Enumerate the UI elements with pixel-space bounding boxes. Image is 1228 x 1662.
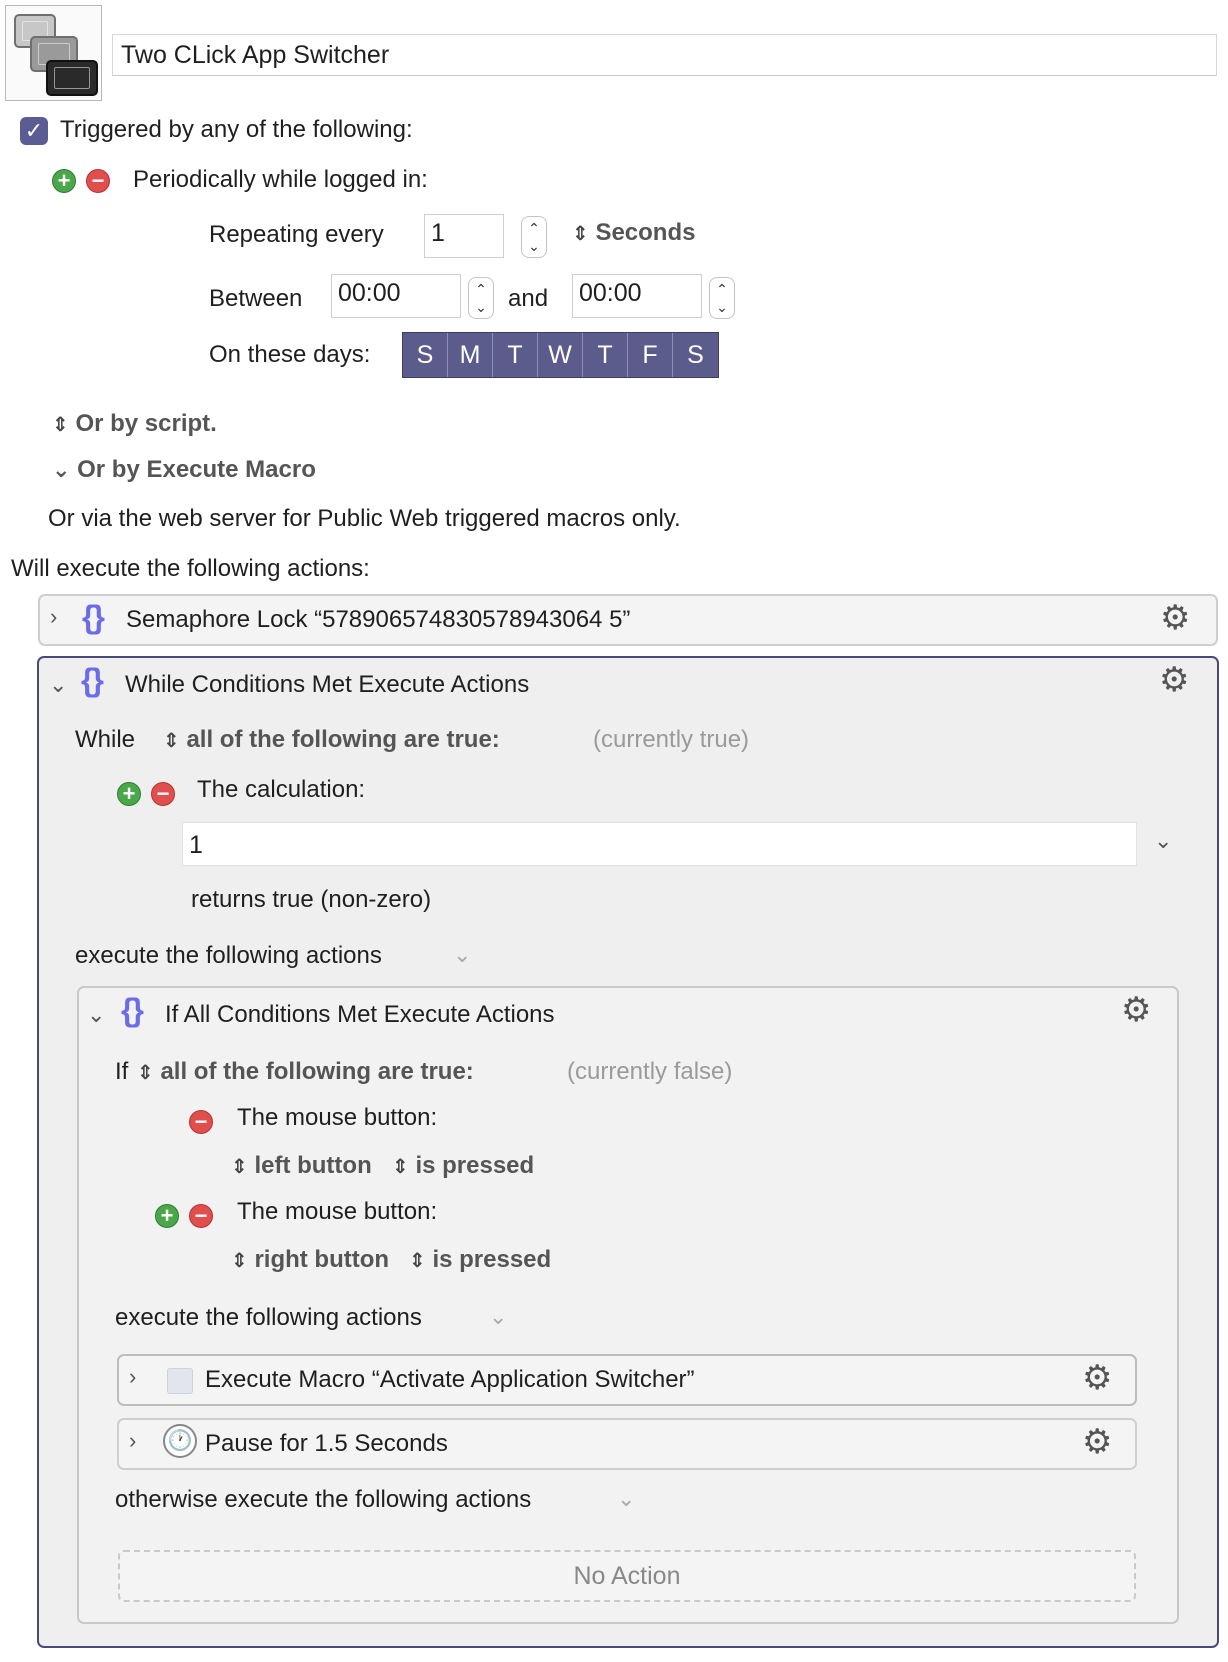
actions-heading: Will execute the following actions: <box>11 555 370 582</box>
updown-icon: ⇕ <box>231 1250 248 1272</box>
periodic-label: Periodically while logged in: <box>133 166 428 193</box>
unit-label: Seconds <box>595 219 696 246</box>
repeat-value-field[interactable]: 1 <box>424 214 504 258</box>
gear-icon[interactable]: ⚙ <box>1082 1423 1113 1461</box>
calculation-label: The calculation: <box>197 776 366 803</box>
braces-icon: {} <box>82 599 103 635</box>
triggered-label: Triggered by any of the following: <box>60 116 413 143</box>
while-mode-label: all of the following are true: <box>186 726 500 753</box>
braces-icon: {} <box>121 992 142 1028</box>
gear-icon[interactable]: ⚙ <box>1121 991 1152 1029</box>
clock-icon: 🕐 <box>163 1424 197 1458</box>
if-execute-label: execute the following actions <box>115 1304 422 1331</box>
chevron-right-icon[interactable]: › <box>129 1428 137 1453</box>
if-condition-mode[interactable] <box>137 1058 474 1086</box>
while-status: (currently true) <box>593 726 750 753</box>
start-time-field[interactable]: 00:00 <box>331 274 461 318</box>
while-condition-mode[interactable] <box>163 726 500 754</box>
pause-action[interactable] <box>117 1418 1137 1470</box>
end-time-stepper[interactable]: ⌃ ⌄ <box>709 277 735 319</box>
days-selector[interactable] <box>402 332 719 378</box>
calculation-field[interactable]: 1 <box>182 822 1137 866</box>
updown-icon: ⇕ <box>231 1156 248 1178</box>
remove-trigger-icon[interactable]: − <box>86 169 110 193</box>
and-label: and <box>508 285 549 312</box>
chevron-right-icon[interactable]: › <box>50 604 58 629</box>
remove-condition-icon[interactable]: − <box>189 1204 213 1228</box>
macro-name-field[interactable]: Two CLick App Switcher <box>112 34 1217 76</box>
while-execute-label: execute the following actions <box>75 942 382 969</box>
remove-condition-icon[interactable]: − <box>151 782 175 806</box>
otherwise-label: otherwise execute the following actions <box>115 1486 532 1513</box>
day-tue[interactable]: T <box>493 333 538 377</box>
between-label: Between <box>209 285 303 312</box>
execute-macro-action[interactable] <box>117 1354 1137 1406</box>
chevron-down-icon[interactable]: ⌄ <box>87 1002 106 1027</box>
remove-condition-icon[interactable]: − <box>189 1110 213 1134</box>
gear-icon[interactable]: ⚙ <box>1082 1359 1113 1397</box>
add-condition-icon[interactable]: + <box>155 1204 179 1228</box>
or-execute-label: Or by Execute Macro <box>77 456 316 483</box>
end-time-field[interactable]: 00:00 <box>572 274 702 318</box>
web-server-note: Or via the web server for Public Web triggered macros only. <box>48 505 681 532</box>
chevron-down-icon[interactable]: ⌄ <box>453 942 472 967</box>
or-script-label: Or by script. <box>75 410 217 437</box>
unit-popup[interactable] <box>572 219 695 247</box>
repeating-label: Repeating every <box>209 221 384 248</box>
cond1-button-label: left button <box>254 1152 372 1179</box>
no-action-placeholder[interactable]: No Action <box>118 1550 1136 1602</box>
add-condition-icon[interactable]: + <box>117 782 141 806</box>
day-wed[interactable]: W <box>538 333 583 377</box>
pause-title: Pause for 1.5 Seconds <box>205 1430 448 1457</box>
triggered-checkbox[interactable]: ✓ <box>20 117 48 145</box>
if-mode-label: all of the following are true: <box>160 1058 474 1085</box>
semaphore-action[interactable] <box>38 594 1218 646</box>
cond2-state-label: is pressed <box>432 1246 552 1273</box>
if-status: (currently false) <box>567 1058 733 1085</box>
if-label: If <box>115 1058 129 1085</box>
cond2-label: The mouse button: <box>237 1198 438 1225</box>
returns-label: returns true (non-zero) <box>191 886 432 913</box>
cond2-button-popup[interactable] <box>231 1246 389 1274</box>
grid-icon <box>167 1368 193 1394</box>
updown-icon: ⇕ <box>409 1250 426 1272</box>
if-title: If All Conditions Met Execute Actions <box>165 1001 555 1028</box>
day-sun[interactable]: S <box>403 333 448 377</box>
while-label: While <box>75 726 136 753</box>
window-icon-front <box>46 60 98 96</box>
chevron-down-icon[interactable]: ⌄ <box>49 672 68 697</box>
if-action[interactable] <box>77 986 1179 1624</box>
gear-icon[interactable]: ⚙ <box>1160 599 1191 637</box>
chevron-down-icon[interactable]: ⌄ <box>1154 828 1173 853</box>
cond1-state-label: is pressed <box>415 1152 535 1179</box>
cond2-state-popup[interactable] <box>409 1246 551 1274</box>
chevron-down-icon[interactable]: ⌄ <box>489 1304 508 1329</box>
chevron-right-icon[interactable]: › <box>129 1364 137 1389</box>
semaphore-title: Semaphore Lock “578906574830578943064 5” <box>126 606 631 633</box>
cond2-button-label: right button <box>254 1246 390 1273</box>
day-sat[interactable]: S <box>687 341 704 369</box>
day-thu[interactable]: T <box>583 333 628 377</box>
cond1-label: The mouse button: <box>237 1104 438 1131</box>
start-time-stepper[interactable]: ⌃ ⌄ <box>468 277 494 319</box>
add-trigger-icon[interactable]: + <box>52 169 76 193</box>
gear-icon[interactable]: ⚙ <box>1159 661 1190 699</box>
cond1-state-popup[interactable] <box>392 1152 534 1180</box>
updown-icon: ⇕ <box>163 730 180 752</box>
updown-icon: ⇕ <box>52 414 69 436</box>
chevron-down-icon[interactable]: ⌄ <box>617 1486 636 1511</box>
days-label: On these days: <box>209 341 371 368</box>
day-fri[interactable]: F <box>628 333 673 377</box>
execute-macro-title: Execute Macro “Activate Application Switcher” <box>205 1366 695 1393</box>
or-by-script[interactable] <box>52 410 217 438</box>
macro-icon-well[interactable] <box>5 5 102 101</box>
while-title: While Conditions Met Execute Actions <box>125 671 530 698</box>
updown-icon: ⇕ <box>137 1062 154 1084</box>
or-by-execute-macro[interactable] <box>52 456 316 484</box>
cond1-button-popup[interactable] <box>231 1152 372 1180</box>
updown-icon: ⇕ <box>392 1156 409 1178</box>
chevron-down-icon: ⌄ <box>52 457 71 482</box>
day-mon[interactable]: M <box>448 333 493 377</box>
updown-icon: ⇕ <box>572 223 589 245</box>
repeat-stepper[interactable]: ⌃ ⌄ <box>521 216 547 258</box>
braces-icon: {} <box>81 662 102 698</box>
